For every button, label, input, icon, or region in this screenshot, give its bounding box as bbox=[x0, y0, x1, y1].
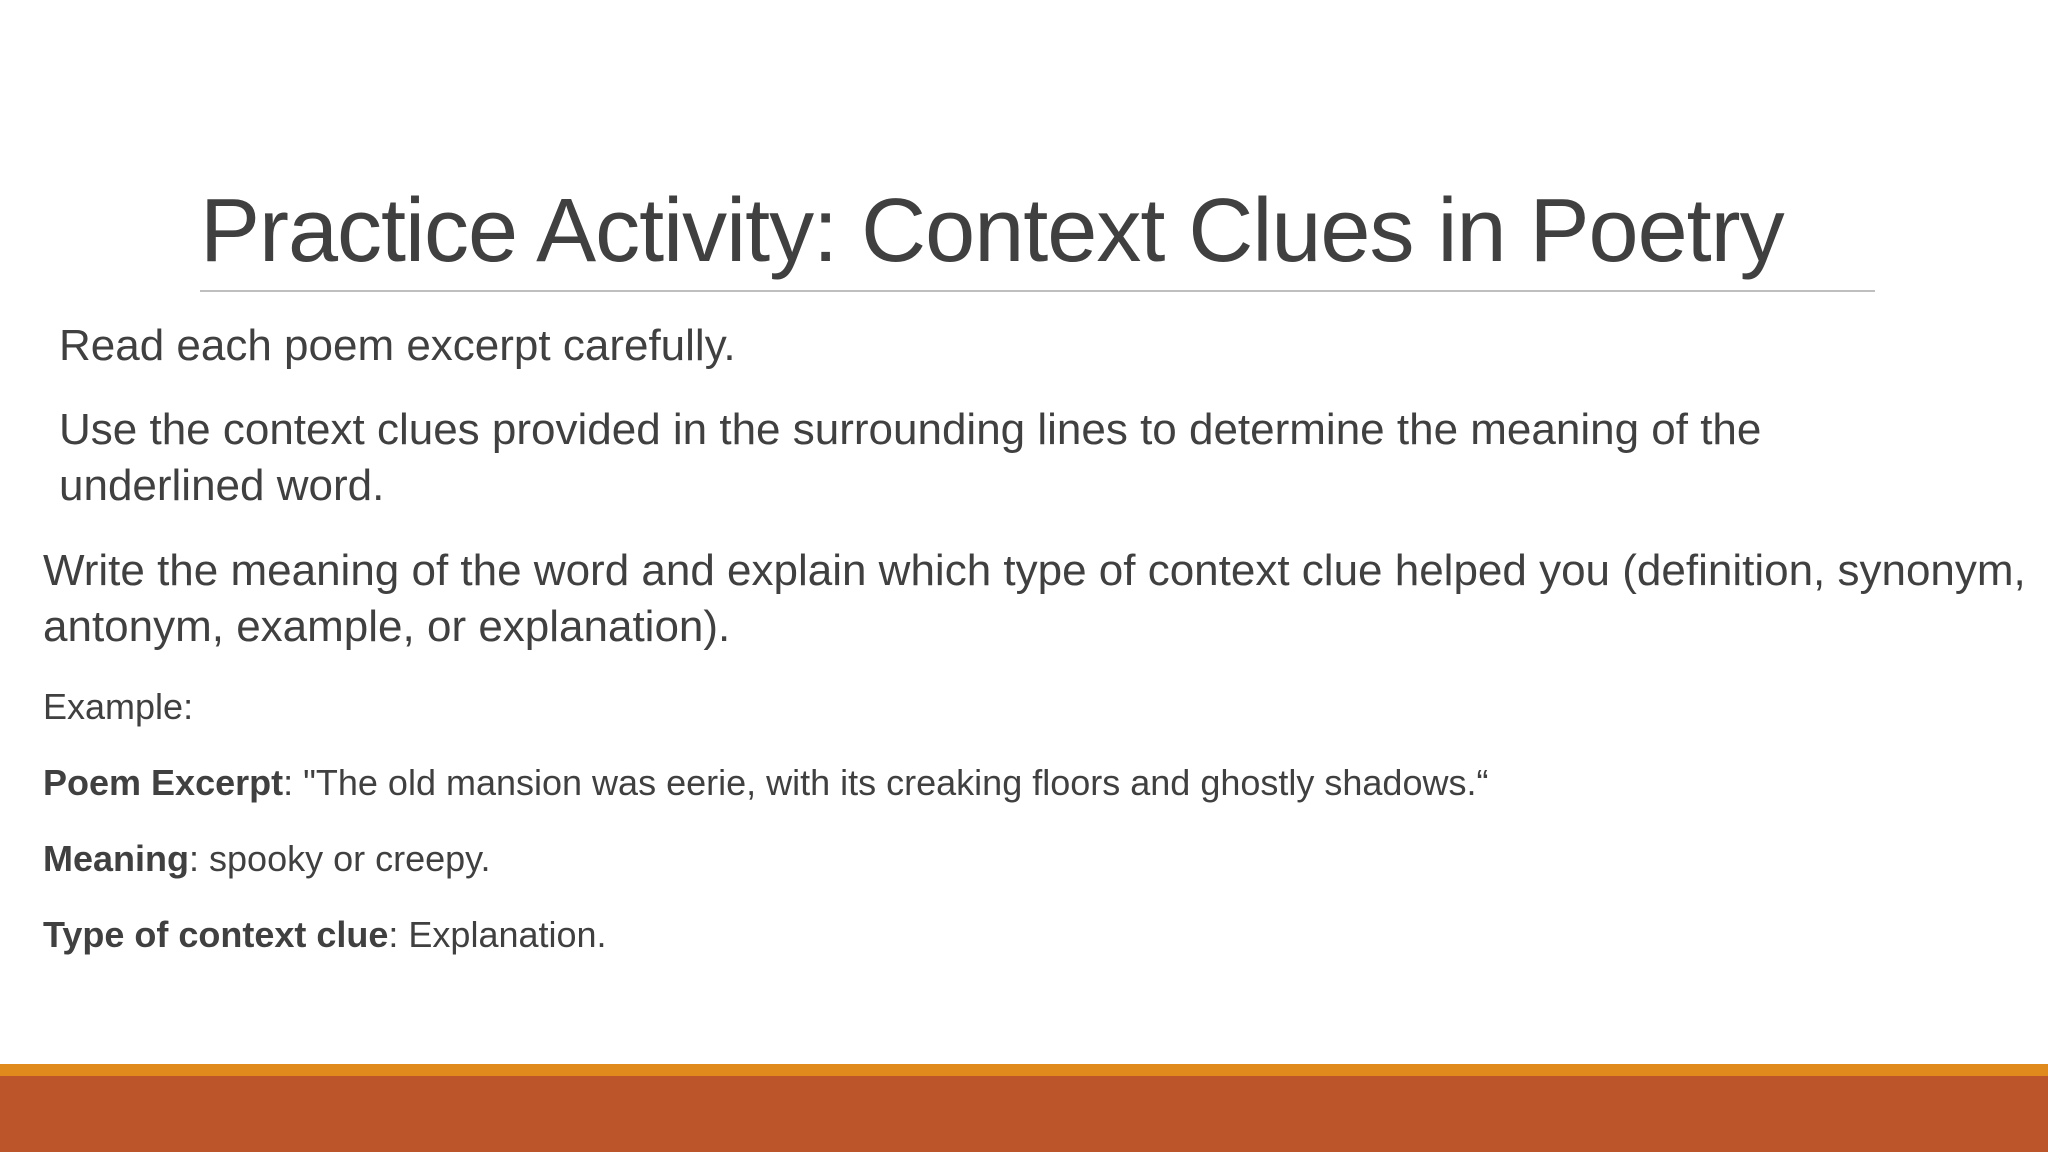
footer-accent-stripe bbox=[0, 1064, 2048, 1076]
instruction-1: Read each poem excerpt carefully. bbox=[59, 321, 736, 370]
excerpt-text: : "The old mansion was eerie, with its creaking floors and ghostly shadows.“ bbox=[283, 762, 1489, 803]
clue-type-text: : Explanation. bbox=[388, 914, 607, 955]
title-divider bbox=[200, 290, 1875, 292]
footer-band bbox=[0, 1076, 2048, 1152]
instruction-2: Use the context clues provided in the surrounding lines to determine the meaning of the underlined word. bbox=[59, 405, 1762, 510]
clue-type-label: Type of context clue bbox=[43, 914, 389, 955]
meaning-text: : spooky or creepy. bbox=[189, 838, 491, 879]
meaning-label: Meaning bbox=[43, 838, 190, 879]
excerpt-label: Poem Excerpt bbox=[43, 762, 284, 803]
example-clue-type bbox=[43, 913, 1943, 957]
example-excerpt bbox=[43, 761, 1943, 805]
slide-title: Practice Activity: Context Clues in Poetry bbox=[200, 181, 1784, 281]
example-meaning bbox=[43, 837, 1943, 881]
instruction-3: Write the meaning of the word and explain which type of context clue helped you (definition, synonym, antonym, example, or explanation). bbox=[43, 546, 2026, 651]
example-heading: Example: bbox=[43, 686, 194, 727]
